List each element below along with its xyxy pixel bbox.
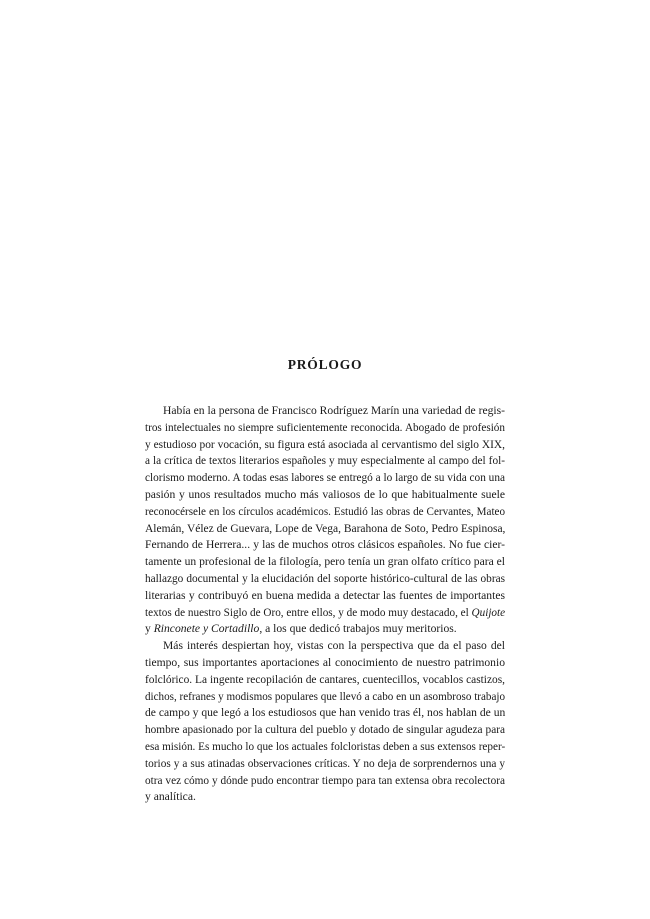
text-run: hallazgo documental y la elucidación del soporte histórico-cultural de las obras (145, 572, 505, 585)
text-run: Fernando de Herrera... y las de muchos otros clásicos españoles. No fue cier- (145, 538, 505, 552)
italic-title-quijote: Quijote (471, 606, 506, 619)
text-run: otra vez cómo y dónde pudo encontrar tiempo para tan extensa obra recolectora (145, 774, 505, 787)
paragraph-1-line (145, 420, 505, 437)
paragraph-2-line (145, 739, 505, 756)
paragraph-2-line (145, 789, 505, 806)
text-run: tros intelectuales no siempre suficientemente reconocida. Abogado de profesión (145, 421, 505, 434)
text-run: literarias y contribuyó en buena medida a detectar las fuentes de importantes (145, 588, 505, 602)
paragraph-1-line (145, 621, 505, 638)
text-run: de campo y que legó a los estudiosos que han venido tras él, nos hablan de un (145, 706, 506, 720)
paragraph-1-line (145, 403, 505, 420)
paragraph-1-line (145, 470, 505, 487)
paragraph-1-line (145, 487, 505, 504)
page-title: PRÓLOGO (287, 357, 363, 372)
text-run: y estudioso por vocación, su figura está asociada al cervantismo del siglo XIX, (145, 438, 505, 451)
paragraph-2-line (145, 756, 505, 773)
text-run: , a los que dedicó trabajos muy meritorios. (259, 622, 457, 636)
paragraph-1-line (145, 571, 505, 588)
text-run: Más interés despiertan hoy, vistas con la perspectiva que da el paso del (163, 639, 505, 653)
paragraph-2-line (145, 773, 505, 790)
paragraph-2-line (145, 689, 505, 706)
paragraph-2-line (145, 655, 505, 672)
paragraph-1-line (145, 437, 505, 454)
paragraph-1-line (145, 537, 505, 554)
text-run: y analítica. (145, 790, 196, 804)
paragraph-2-line (145, 672, 505, 689)
paragraph-1-line (145, 588, 505, 605)
text-run: textos de nuestro Siglo de Oro, entre ellos, y de modo muy destacado, el (145, 606, 472, 619)
text-run: Había en la persona de Francisco Rodríguez Marín una variedad de regis- (163, 404, 505, 417)
text-run: torios y a sus atinadas observaciones críticas. Y no deja de sorprendernos una y (145, 757, 505, 770)
text-run: folclórico. La ingente recopilación de cantares, cuentecillos, vocablos castizos, (145, 673, 505, 686)
paragraph-1-line (145, 504, 505, 521)
paragraph-1-line (145, 605, 505, 622)
text-run: a la crítica de textos literarios españoles y muy especialmente al campo del fol- (145, 455, 505, 468)
body-text (145, 403, 505, 806)
text-run: reconocérsele en los círculos académicos. Estudió las obras de Cervantes, Mateo (145, 505, 505, 518)
text-run: esa misión. Es mucho lo que los actuales folcloristas deben a sus extensos reper- (145, 740, 506, 753)
text-run: hombre apasionado por la cultura del pueblo y dotado de singular agudeza para (145, 724, 505, 737)
text-run: tiempo, sus importantes aportaciones al conocimiento de nuestro patrimonio (145, 655, 505, 669)
text-run: tamente un profesional de la filología, pero tenía un gran olfato crítico para el (145, 555, 505, 569)
italic-title-rinconete: Rinconete y Cortadillo (153, 622, 260, 636)
paragraph-2-line (145, 705, 505, 722)
paragraph-2-line (145, 722, 505, 739)
paragraph-1-line (145, 453, 505, 470)
text-run: pasión y unos resultados mucho más valiosos de lo que habitualmente suele (145, 487, 505, 501)
text-run: y (145, 622, 154, 636)
paragraph-2-line (145, 638, 505, 655)
paragraph-1-line (145, 521, 505, 538)
text-run: Alemán, Vélez de Guevara, Lope de Vega, Barahona de Soto, Pedro Espinosa, (145, 522, 506, 535)
text-run: dichos, refranes y modismos populares que llevó a cabo en un asombroso trabajo (145, 690, 505, 703)
paragraph-1-line (145, 554, 505, 571)
text-run: clorismo moderno. A todas esas labores se entregó a lo largo de su vida con una (145, 472, 505, 485)
